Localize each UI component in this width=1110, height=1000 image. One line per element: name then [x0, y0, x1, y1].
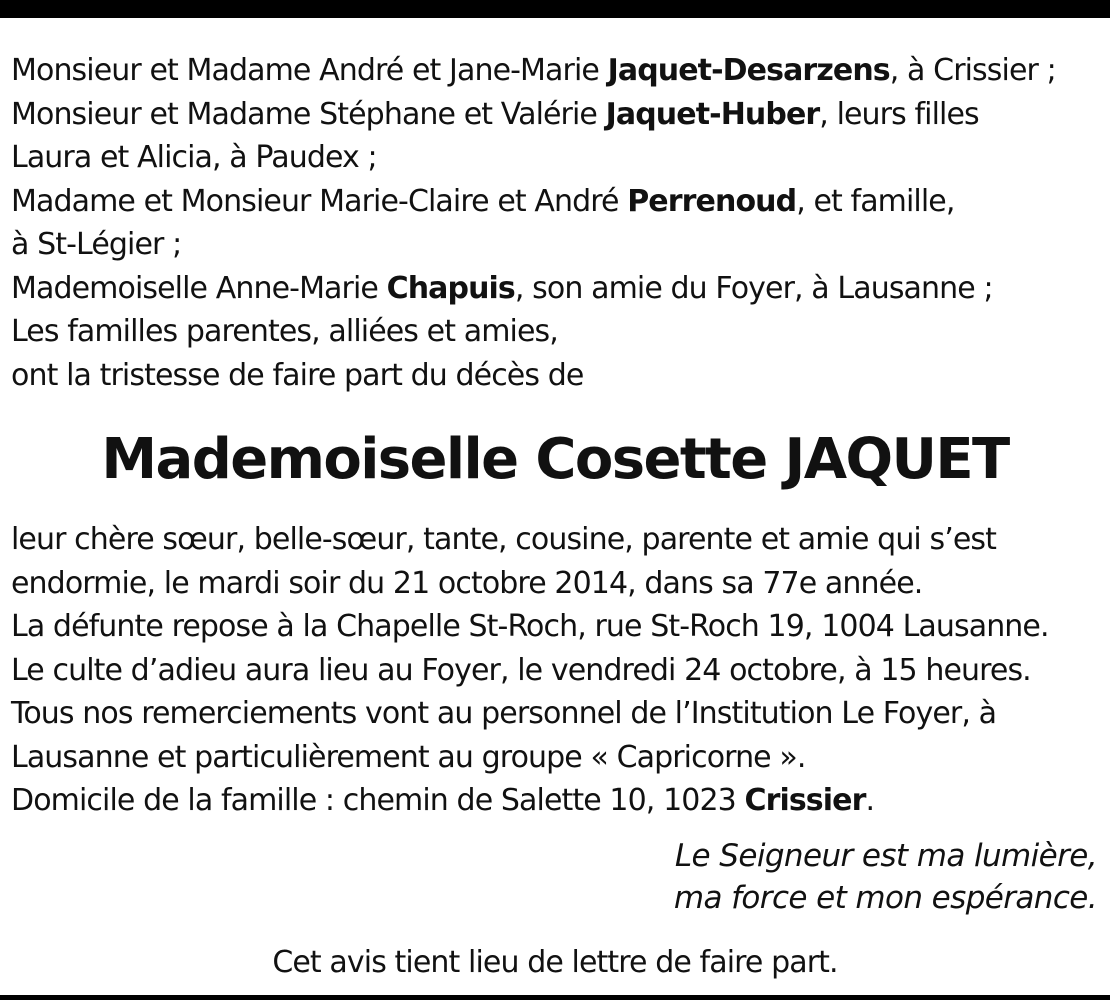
- detail-line: [11, 605, 1103, 649]
- line-text: Monsieur et Madame André et Jane-Marie: [11, 53, 608, 88]
- announcer-line: [11, 267, 1103, 311]
- announcer-line: [11, 49, 1103, 93]
- announcer-line: [11, 93, 1103, 137]
- line-text: , son amie du Foyer, à Lausanne ;: [514, 270, 993, 306]
- detail-line: [11, 779, 1103, 823]
- family-name: Jaquet-Huber: [605, 96, 820, 132]
- line-text: Laura et Alicia, à Paudex ;: [11, 140, 377, 175]
- announcer-line: [11, 310, 1103, 354]
- family-name: Perrenoud: [627, 183, 797, 219]
- announcer-line: [11, 223, 1103, 267]
- line-text: La défunte repose à la Chapelle St-Roch, rue St-Roch 19, 1004 Lausanne.: [11, 609, 1049, 644]
- emphasis-text: Crissier: [744, 783, 866, 818]
- detail-line: [11, 649, 1103, 693]
- line-text: endormie, le mardi soir du 21 octobre 2014, dans sa 77e année.: [11, 565, 923, 601]
- bottom-border-rule: [0, 995, 1110, 1000]
- line-text: Lausanne et particulièrement au groupe « Capricorne ».: [11, 739, 806, 775]
- family-name: Chapuis: [386, 270, 515, 306]
- line-text: Le culte d’adieu aura lieu au Foyer, le vendredi 24 octobre, à 15 heures.: [11, 652, 1031, 688]
- detail-line: [11, 692, 1103, 736]
- verse-line: Le Seigneur est ma lumière,: [674, 838, 1097, 874]
- detail-line: [11, 562, 1103, 606]
- scripture-verse: [674, 835, 1097, 919]
- announcer-line: [11, 180, 1103, 224]
- detail-line: [11, 736, 1103, 780]
- line-text: Domicile de la famille : chemin de Salette 10, 1023: [11, 783, 745, 818]
- line-text: ont la tristesse de faire part du décès de: [11, 357, 584, 393]
- line-text: .: [865, 783, 875, 818]
- deceased-name-heading: Mademoiselle Cosette JAQUET: [101, 427, 1009, 492]
- line-text: , à Crissier ;: [889, 53, 1056, 88]
- line-text: Les familles parentes, alliées et amies,: [11, 314, 558, 349]
- detail-line: [11, 518, 1103, 562]
- line-text: Tous nos remerciements vont au personnel de l’Institution Le Foyer, à: [11, 696, 997, 731]
- top-border-rule: [0, 0, 1110, 18]
- family-name: Jaquet-Desarzens: [607, 53, 890, 88]
- announcer-line: [11, 136, 1103, 180]
- announcer-line: [11, 354, 1103, 398]
- line-text: Mademoiselle Anne-Marie: [11, 270, 387, 306]
- line-text: , et famille,: [796, 183, 955, 219]
- line-text: Madame et Monsieur Marie-Claire et André: [11, 183, 628, 219]
- announcers-block: [11, 49, 1103, 397]
- verse-line: ma force et mon espérance.: [673, 880, 1097, 916]
- line-text: Monsieur et Madame Stéphane et Valérie: [11, 96, 606, 132]
- line-text: leur chère sœur, belle-sœur, tante, cousine, parente et amie qui s’est: [11, 522, 997, 557]
- details-block: [11, 518, 1103, 823]
- closing-note: Cet avis tient lieu de lettre de faire part.: [272, 945, 838, 980]
- line-text: , leurs filles: [819, 96, 979, 132]
- line-text: à St-Légier ;: [11, 227, 182, 262]
